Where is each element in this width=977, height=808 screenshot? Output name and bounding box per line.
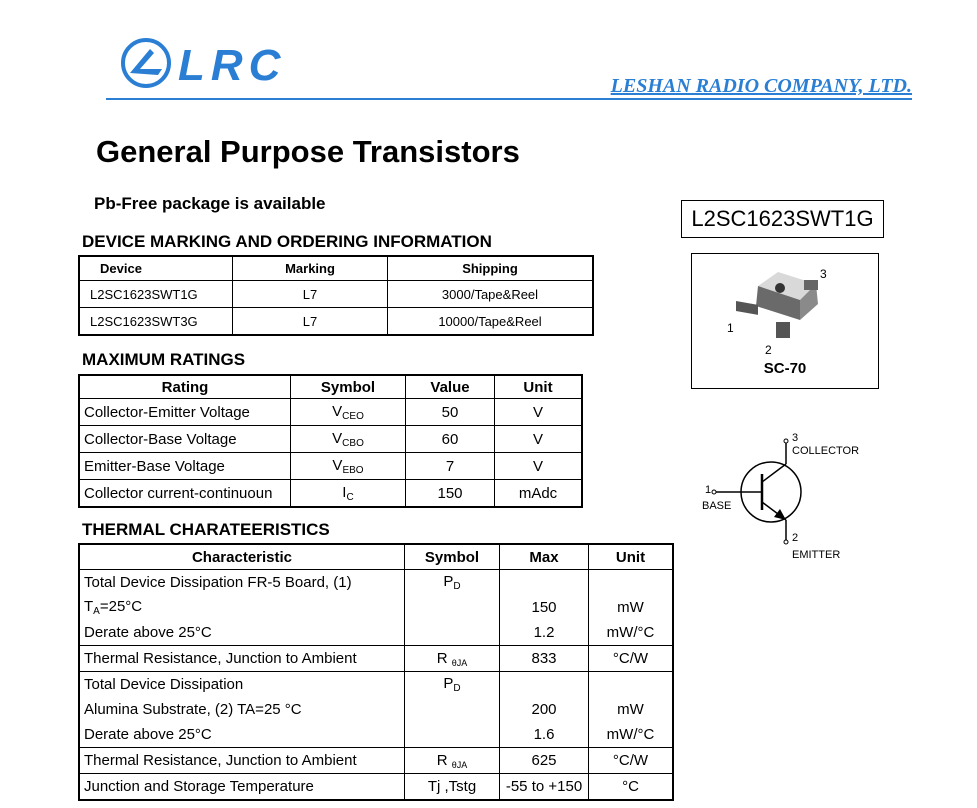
base-label: BASE	[702, 500, 732, 512]
table-row	[79, 722, 673, 748]
max-cell: 1.6	[500, 722, 589, 748]
characteristic-cell: $T_A=25^\circ C$	[79, 595, 405, 620]
shipping-cell: 3000/Tape&Reel	[388, 281, 594, 308]
col-symbol: Symbol	[291, 375, 406, 399]
max-cell	[500, 672, 589, 698]
max-cell: 200	[500, 697, 589, 722]
marking-cell: L7	[233, 308, 388, 336]
unit-cell: V	[495, 399, 583, 426]
lrc-logo-icon	[120, 37, 172, 89]
characteristic-cell: Total Device Dissipation	[79, 672, 405, 698]
logo-text: LRC	[178, 41, 287, 90]
symbol-cell: $P_D$	[405, 570, 500, 596]
part-number-box: L2SC1623SWT1G	[681, 200, 884, 238]
package-name: SC-70	[763, 360, 807, 377]
max-ratings-table	[78, 374, 583, 508]
col-rating: Rating	[79, 375, 291, 399]
unit-cell	[589, 570, 674, 596]
table-row	[79, 281, 593, 308]
symbol-cell: $I_C$	[291, 480, 406, 508]
base-pin-number: 1	[705, 484, 712, 496]
symbol-cell	[405, 722, 500, 748]
ordering-table	[78, 255, 594, 336]
table-row	[79, 748, 673, 774]
transistor-schematic	[696, 428, 866, 563]
unit-cell: mW/°C	[589, 722, 674, 748]
col-characteristic: Characteristic	[79, 544, 405, 570]
col-max: Max	[500, 544, 589, 570]
unit-cell: °C/W	[589, 646, 674, 672]
shipping-cell: 10000/Tape&Reel	[388, 308, 594, 336]
symbol-cell: Tj ,Tstg	[405, 774, 500, 801]
symbol-cell	[405, 697, 500, 722]
value-cell: 7	[406, 453, 495, 480]
device-cell: L2SC1623SWT3G	[79, 308, 233, 336]
col-unit: Unit	[589, 544, 674, 570]
max-cell: 1.2	[500, 620, 589, 646]
table-row	[79, 774, 673, 801]
value-cell: 60	[406, 426, 495, 453]
max-cell	[500, 570, 589, 596]
collector-pin-number: 3	[792, 432, 799, 444]
characteristic-cell: Derate above 25°C	[79, 620, 405, 646]
col-symbol: Symbol	[405, 544, 500, 570]
rating-cell: Emitter-Base Voltage	[79, 453, 291, 480]
characteristic-cell: Derate above 25°C	[79, 722, 405, 748]
company-name: LESHAN RADIO COMPANY, LTD.	[610, 75, 912, 97]
max-cell: 150	[500, 595, 589, 620]
unit-cell: mAdc	[495, 480, 583, 508]
package-pin1-label: 1	[727, 321, 734, 335]
col-device: Device	[79, 256, 233, 281]
unit-cell: mW/°C	[589, 620, 674, 646]
thermal-table	[78, 543, 674, 801]
rating-cell: Collector-Emitter Voltage	[79, 399, 291, 426]
table-row	[79, 453, 582, 480]
table-row	[79, 697, 673, 722]
table-row	[79, 426, 582, 453]
symbol-cell: $P_D$	[405, 672, 500, 698]
characteristic-cell: Alumina Substrate, (2) TA=25 °C	[79, 697, 405, 722]
unit-cell: °C	[589, 774, 674, 801]
table-header-row	[79, 544, 673, 570]
ordering-heading: DEVICE MARKING AND ORDERING INFORMATION	[82, 232, 492, 251]
table-row	[79, 570, 673, 596]
rating-cell: Collector-Base Voltage	[79, 426, 291, 453]
thermal-heading: THERMAL CHARATEERISTICS	[82, 520, 330, 539]
header-divider	[106, 98, 912, 100]
table-row	[79, 399, 582, 426]
table-row	[79, 646, 673, 672]
unit-cell: mW	[589, 595, 674, 620]
table-row	[79, 595, 673, 620]
package-pin3-label: 3	[820, 267, 827, 281]
pb-free-note: Pb-Free package is available	[94, 194, 326, 213]
package-box	[691, 253, 879, 389]
unit-cell: V	[495, 453, 583, 480]
col-unit: Unit	[495, 375, 583, 399]
emitter-pin-number: 2	[792, 532, 799, 544]
device-cell: L2SC1623SWT1G	[79, 281, 233, 308]
table-row	[79, 308, 593, 336]
table-header-row	[79, 375, 582, 399]
value-cell: 50	[406, 399, 495, 426]
col-shipping: Shipping	[388, 256, 594, 281]
table-header-row	[79, 256, 593, 281]
symbol-cell: $V_{CBO}$	[291, 426, 406, 453]
unit-cell: mW	[589, 697, 674, 722]
value-cell: 150	[406, 480, 495, 508]
rating-cell: Collector current-continuoun	[79, 480, 291, 508]
characteristic-cell: Total Device Dissipation FR-5 Board, (1)	[79, 570, 405, 596]
col-value: Value	[406, 375, 495, 399]
symbol-cell: $V_{CEO}$	[291, 399, 406, 426]
table-row	[79, 620, 673, 646]
page-title: General Purpose Transistors	[96, 134, 520, 169]
unit-cell: V	[495, 426, 583, 453]
table-row	[79, 480, 582, 508]
symbol-cell: R $_{\theta JA}$	[405, 748, 500, 774]
symbol-cell	[405, 595, 500, 620]
max-cell: 833	[500, 646, 589, 672]
characteristic-cell: Thermal Resistance, Junction to Ambient	[79, 748, 405, 774]
characteristic-cell: Junction and Storage Temperature	[79, 774, 405, 801]
unit-cell: °C/W	[589, 748, 674, 774]
max-cell: -55 to +150	[500, 774, 589, 801]
max-cell: 625	[500, 748, 589, 774]
marking-cell: L7	[233, 281, 388, 308]
characteristic-cell: Thermal Resistance, Junction to Ambient	[79, 646, 405, 672]
symbol-cell: $V_{EBO}$	[291, 453, 406, 480]
table-row	[79, 672, 673, 698]
symbol-cell: R $_{\theta JA}$	[405, 646, 500, 672]
symbol-cell	[405, 620, 500, 646]
collector-label: COLLECTOR	[792, 445, 860, 457]
unit-cell	[589, 672, 674, 698]
col-marking: Marking	[233, 256, 388, 281]
emitter-label: EMITTER	[792, 549, 841, 561]
max-ratings-heading: MAXIMUM RATINGS	[82, 350, 246, 369]
package-pin2-label: 2	[765, 343, 772, 357]
